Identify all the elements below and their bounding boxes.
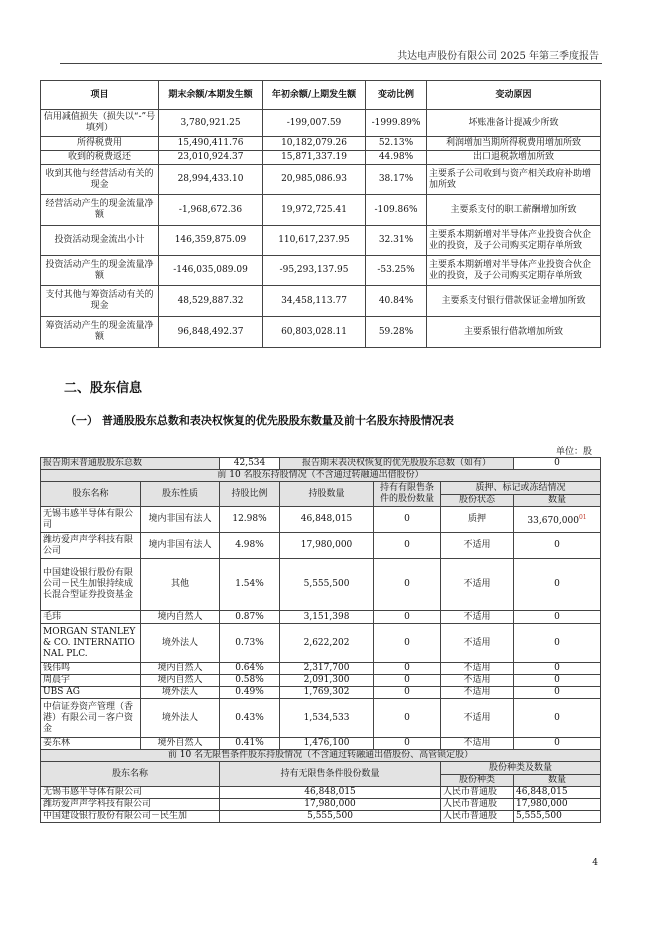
table-row [41,663,601,675]
cell-ratio: 0.49% [220,687,280,699]
pledge-count: 33,670,000 [527,516,579,526]
table-row [41,317,601,348]
col-quantity: 持股数量 [280,482,374,507]
cell-status: 不适用 [441,611,514,624]
cell-nature: 境外法人 [141,687,220,699]
cell-name: UBS AG [41,687,141,699]
cell-reason: 利润增加当期所得税费用增加所致 [427,137,601,151]
cell-item: 所得税费用 [41,137,159,151]
cell-previous: 20,985,086.93 [263,165,366,195]
cell-name: 潍坊爱声声学科技有限公司 [41,533,141,559]
col-change: 变动比例 [366,81,427,110]
col-unres-name: 股东名称 [41,762,220,787]
table-row [41,286,601,317]
cell-restricted: 0 [374,675,441,687]
cell-name: MORGAN STANLEY & CO. INTERNATIONAL PLC. [41,624,141,663]
cell-nature: 境内自然人 [141,663,220,675]
cell-count: 0 [514,559,601,611]
cell-change: 59.28% [366,317,427,348]
cell-nature: 境外自然人 [141,738,220,750]
cell-current: 48,529,887.32 [159,286,263,317]
table-row [41,738,601,750]
unit-label: 单位：股 [555,447,592,457]
cell-count: 0 [514,738,601,750]
col-unres-qty: 持有无限售条件股份数量 [220,762,441,787]
cell-previous: 15,871,337.19 [263,151,366,165]
cell-name: 无锡韦感半导体有限公司 [41,507,141,533]
cell-item: 支付其他与筹资活动有关的现金 [41,286,159,317]
cell-nature: 境内非国有法人 [141,533,220,559]
cell-unres-name: 潍坊爱声声学科技有限公司 [41,799,220,811]
cell-reason: 主要系子公司收到与资产相关政府补助增加所致 [427,165,601,195]
cell-ratio: 0.41% [220,738,280,750]
cell-item: 收到其他与经营活动有关的现金 [41,165,159,195]
table-row [41,226,601,256]
table-row [41,559,601,611]
cell-ratio: 0.43% [220,699,280,738]
cell-restricted: 0 [374,687,441,699]
cell-qty: 2,091,300 [280,675,374,687]
cell-count [514,507,601,533]
cell-current: 28,994,433.10 [159,165,263,195]
cell-count: 0 [514,611,601,624]
cell-ratio: 1.54% [220,559,280,611]
table-row [41,533,601,559]
cell-current: 96,848,492.37 [159,317,263,348]
cell-nature: 境内非国有法人 [141,507,220,533]
table-row [41,675,601,687]
cell-reason: 主要系银行借款增加所致 [427,317,601,348]
cell-restricted: 0 [374,559,441,611]
cell-ratio: 0.87% [220,611,280,624]
table-row [41,110,601,137]
cell-unres-num: 5,555,500 [514,811,601,823]
cell-count: 0 [514,663,601,675]
cell-count: 0 [514,533,601,559]
total-shareholders-label: 报告期末普通股股东总数 [41,458,220,470]
table-row [41,699,601,738]
report-header: 共达电声股份有限公司 2025 年第三季度报告 [397,51,599,62]
cell-qty: 3,151,398 [280,611,374,624]
cell-status: 不适用 [441,675,514,687]
cell-unres-qty: 17,980,000 [220,799,441,811]
cell-qty: 1,769,302 [280,687,374,699]
cell-item: 投资活动现金流出小计 [41,226,159,256]
cell-current: 3,780,921.25 [159,110,263,137]
cell-previous: 19,972,725.41 [263,195,366,226]
col-item: 项目 [41,81,159,110]
col-share-status: 股份状态 [441,495,514,507]
preferred-shareholders-label: 报告期末表决权恢复的优先股股东总数（如有） [280,458,514,470]
cell-status: 不适用 [441,533,514,559]
table-row [41,151,601,165]
cell-unres-name: 无锡韦感半导体有限公司 [41,787,220,799]
footnote-mark: 01 [578,514,587,521]
subsection-title: （一） 普通股股东总数和表决权恢复的优先股股东数量及前十名股东持股情况表 [65,414,454,427]
cell-status: 不适用 [441,699,514,738]
cell-ratio: 0.64% [220,663,280,675]
table-row [41,687,601,699]
cell-change: 38.17% [366,165,427,195]
cell-count: 0 [514,699,601,738]
col-ratio: 持股比例 [220,482,280,507]
section-title: 二、股东信息 [64,381,143,396]
cell-unres-kind: 人民币普通股 [441,811,514,823]
cell-previous: 60,803,028.11 [263,317,366,348]
changes-table [40,80,601,348]
cell-count: 0 [514,624,601,663]
col-unres-num: 数量 [514,775,601,787]
cell-change: -109.86% [366,195,427,226]
cell-qty: 2,622,202 [280,624,374,663]
unrestricted-title: 前 10 名无限售条件股东持股情况（不含通过转融通出借股份、高管锁定股） [41,750,601,762]
cell-nature: 其他 [141,559,220,611]
cell-item: 经营活动产生的现金流量净额 [41,195,159,226]
cell-unres-qty: 46,848,015 [220,787,441,799]
cell-status: 不适用 [441,687,514,699]
cell-count: 0 [514,687,601,699]
cell-name: 姜东林 [41,738,141,750]
cell-unres-qty: 5,555,500 [220,811,441,823]
table-row [41,611,601,624]
cell-change: 52.13% [366,137,427,151]
cell-ratio: 0.58% [220,675,280,687]
cell-qty: 17,980,000 [280,533,374,559]
col-pledge: 质押、标记或冻结情况 [441,482,601,495]
cell-qty: 1,476,100 [280,738,374,750]
header-divider [60,63,602,64]
cell-ratio: 0.73% [220,624,280,663]
cell-previous: 34,458,113.77 [263,286,366,317]
cell-reason: 坏账准备计提减少所致 [427,110,601,137]
cell-restricted: 0 [374,611,441,624]
cell-previous: -95,293,137.95 [263,256,366,286]
total-shareholders-value: 42,534 [220,458,280,470]
cell-restricted: 0 [374,663,441,675]
cell-change: 40.84% [366,286,427,317]
cell-reason: 主要系本期新增对半导体产业投资合伙企业的投资，及子公司购买定期存单所致 [427,226,601,256]
cell-unres-num: 46,848,015 [514,787,601,799]
cell-current: 23,010,924.37 [159,151,263,165]
cell-previous: -199,007.59 [263,110,366,137]
col-shareholder-name: 股东名称 [41,482,141,507]
cell-restricted: 0 [374,507,441,533]
col-reason: 变动原因 [427,81,601,110]
cell-nature: 境内自然人 [141,611,220,624]
cell-unres-name: 中国建设银行股份有限公司－民生加 [41,811,220,823]
cell-change: 44.98% [366,151,427,165]
preferred-shareholders-value: 0 [514,458,601,470]
cell-current: 15,490,411.76 [159,137,263,151]
cell-name: 中国建设银行股份有限公司－民生加银持续成长混合型证券投资基金 [41,559,141,611]
cell-name: 周晨宇 [41,675,141,687]
cell-current: -146,035,089.09 [159,256,263,286]
cell-qty: 1,534,533 [280,699,374,738]
cell-item: 投资活动产生的现金流量净额 [41,256,159,286]
cell-restricted: 0 [374,533,441,559]
cell-change: 32.31% [366,226,427,256]
col-restricted: 持有有限售条件的股份数量 [374,482,441,507]
cell-status: 不适用 [441,738,514,750]
cell-unres-num: 17,980,000 [514,799,601,811]
cell-restricted: 0 [374,624,441,663]
cell-qty: 2,317,700 [280,663,374,675]
cell-unres-kind: 人民币普通股 [441,787,514,799]
cell-item: 筹资活动产生的现金流量净额 [41,317,159,348]
table-row [41,624,601,663]
table-row [41,787,601,799]
cell-nature: 境外法人 [141,624,220,663]
table-row [41,507,601,533]
col-unres-kind: 股份种类 [441,775,514,787]
col-current: 期末余额/本期发生额 [159,81,263,110]
table-row [41,165,601,195]
cell-reason: 主要系本期新增对半导体产业投资合伙企业的投资，及子公司购买定期存单所致 [427,256,601,286]
col-previous: 年初余额/上期发生额 [263,81,366,110]
cell-name: 毛玮 [41,611,141,624]
table-row [41,256,601,286]
cell-name: 钱伟鸣 [41,663,141,675]
table-row [41,195,601,226]
cell-restricted: 0 [374,738,441,750]
col-count: 数量 [514,495,601,507]
cell-status: 质押 [441,507,514,533]
cell-status: 不适用 [441,624,514,663]
cell-change: -53.25% [366,256,427,286]
col-nature: 股东性质 [141,482,220,507]
cell-ratio: 4.98% [220,533,280,559]
cell-count: 0 [514,675,601,687]
cell-nature: 境外法人 [141,699,220,738]
cell-ratio: 12.98% [220,507,280,533]
cell-unres-kind: 人民币普通股 [441,799,514,811]
cell-current: -1,968,672.36 [159,195,263,226]
cell-previous: 110,617,237.95 [263,226,366,256]
cell-name: 中信证券资产管理（香港）有限公司－客户资金 [41,699,141,738]
cell-qty: 5,555,500 [280,559,374,611]
cell-status: 不适用 [441,559,514,611]
cell-reason: 出口退税款增加所致 [427,151,601,165]
cell-nature: 境内自然人 [141,675,220,687]
table-row [41,799,601,811]
cell-reason: 主要系支付银行借款保证金增加所致 [427,286,601,317]
cell-change: -1999.89% [366,110,427,137]
cell-current: 146,359,875.09 [159,226,263,256]
cell-item: 收到的税费返还 [41,151,159,165]
cell-reason: 主要系支付的职工薪酬增加所致 [427,195,601,226]
col-unres-type: 股份种类及数量 [441,762,601,775]
cell-previous: 10,182,079.26 [263,137,366,151]
cell-restricted: 0 [374,699,441,738]
cell-item: 信用减值损失（损失以“-”号填列） [41,110,159,137]
table-row [41,811,601,823]
cell-qty: 46,848,015 [280,507,374,533]
shareholders-table [40,457,601,823]
table-row [41,137,601,151]
cell-status: 不适用 [441,663,514,675]
page-number: 4 [592,858,598,868]
top10-title: 前 10 名股东持股情况（不含通过转融通出借股份） [41,470,601,482]
